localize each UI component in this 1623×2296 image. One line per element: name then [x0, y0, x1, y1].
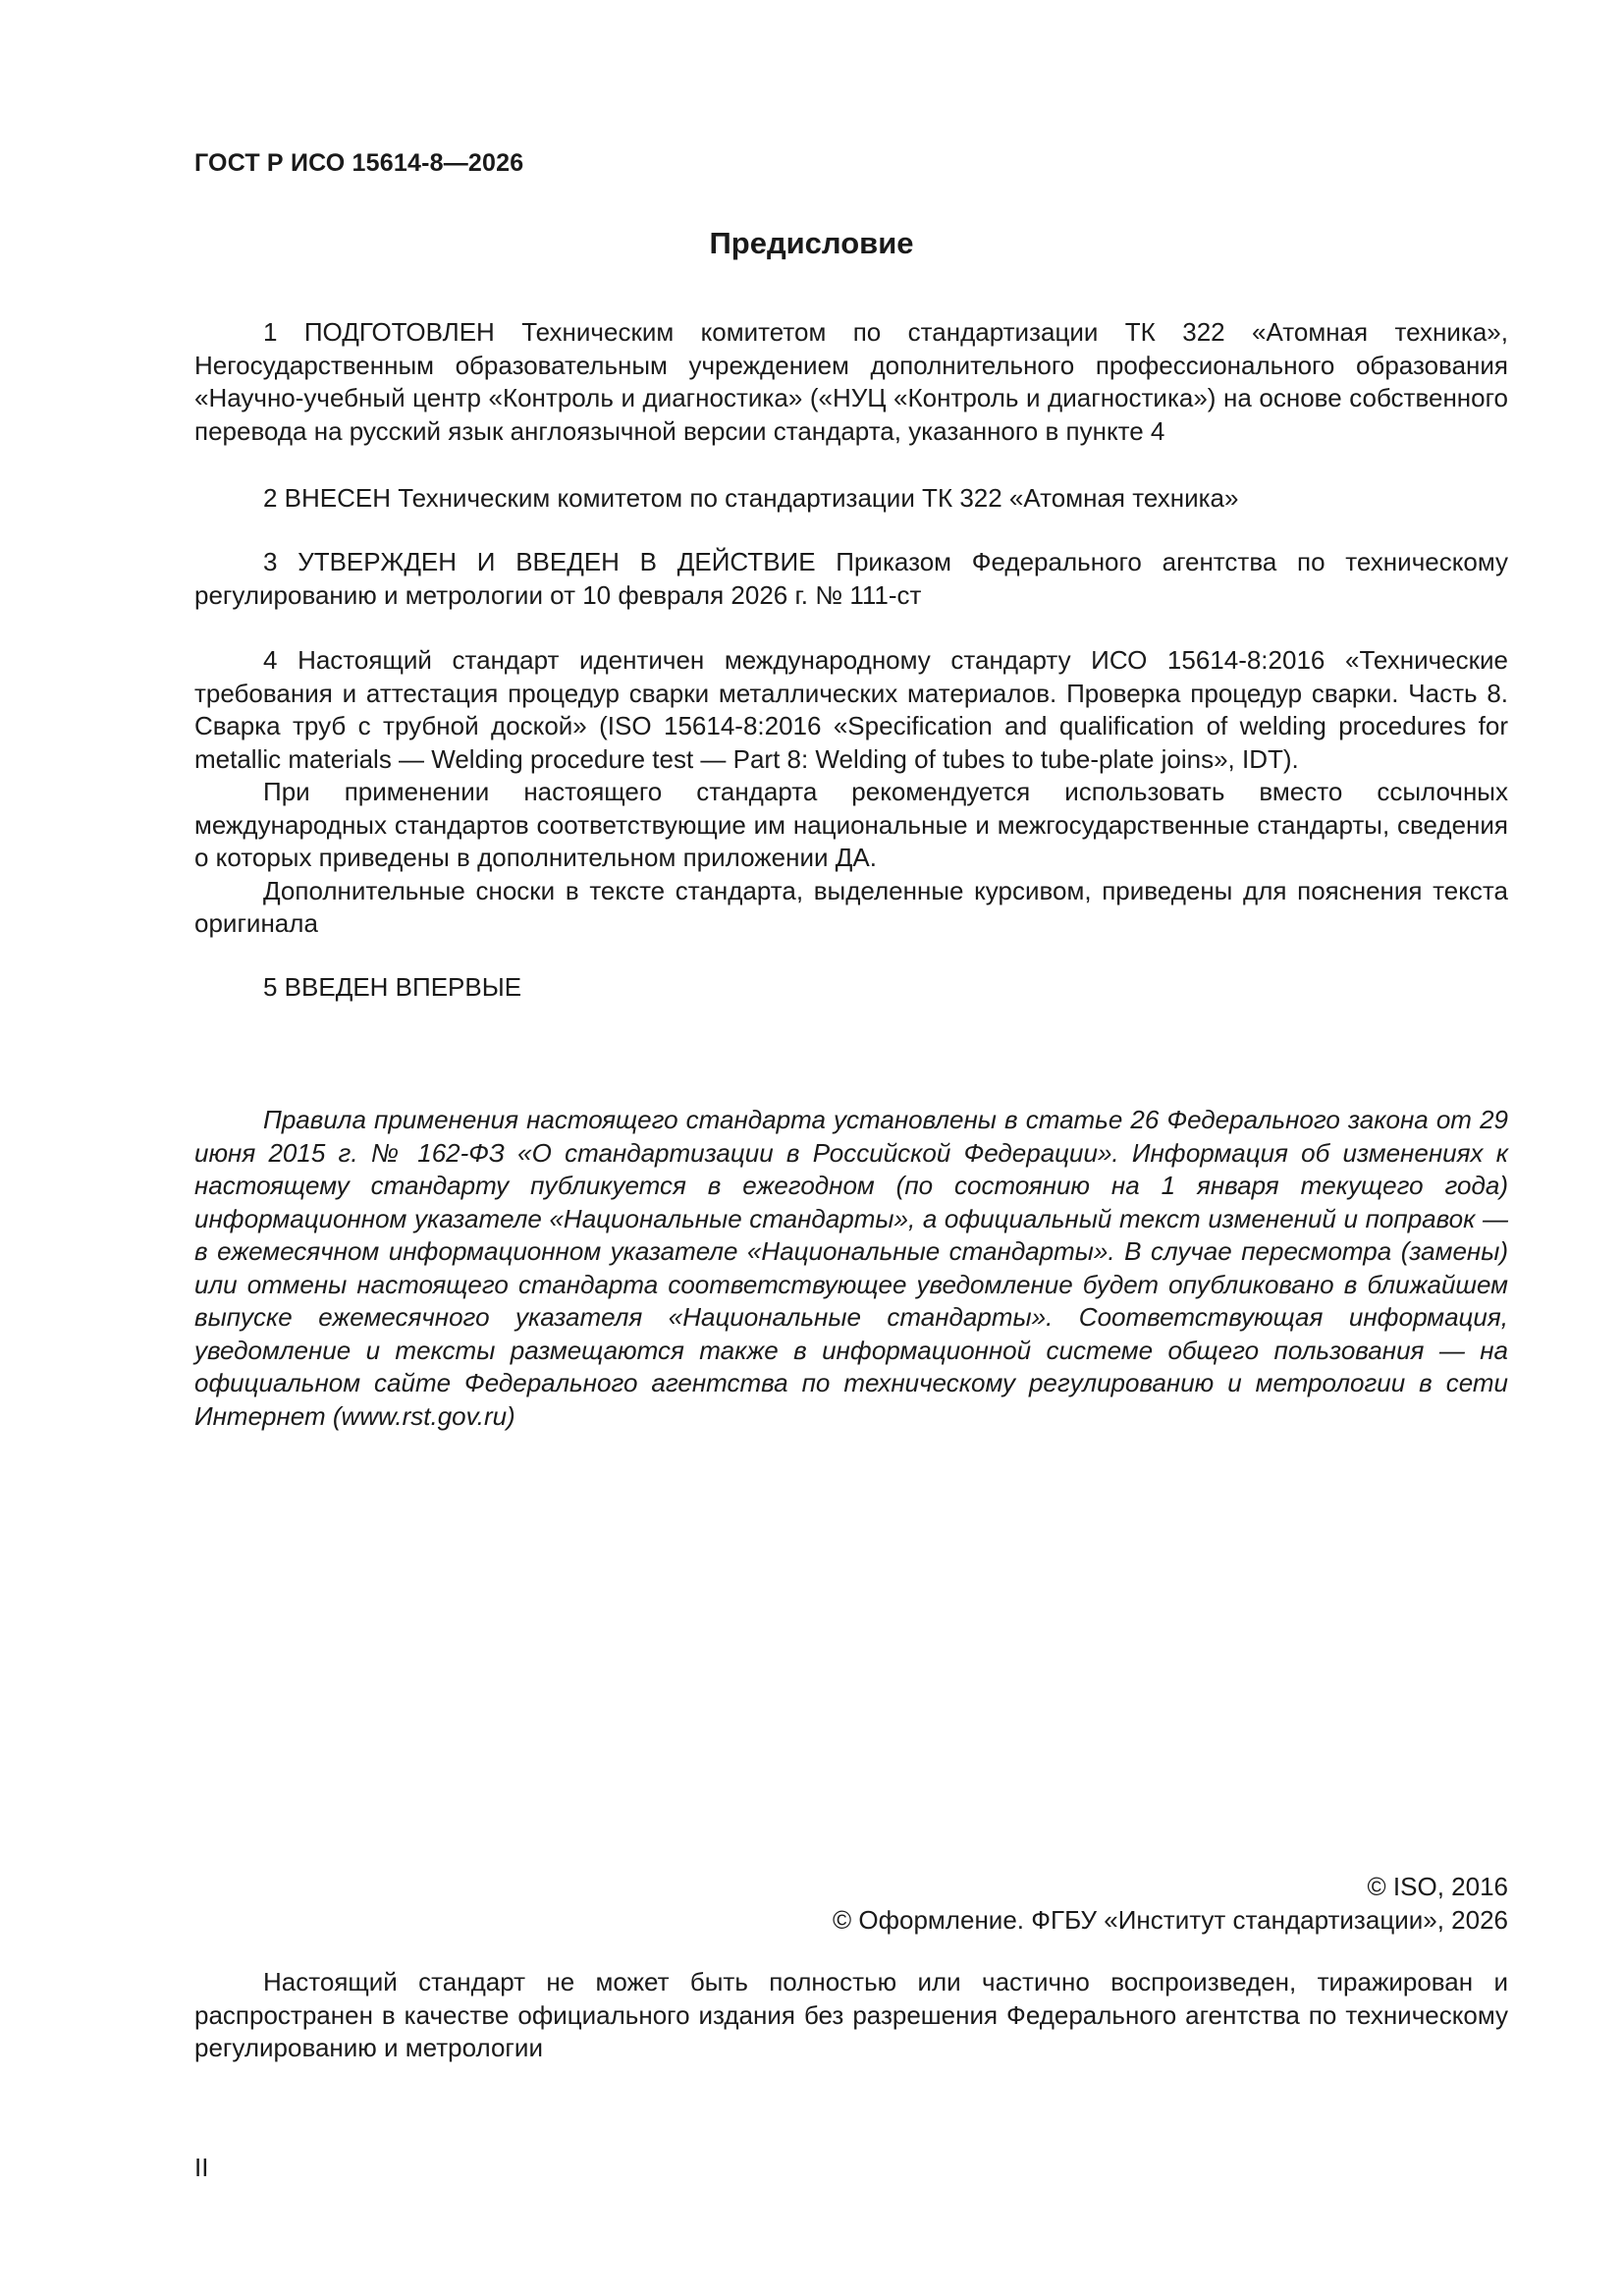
application-rules-text: Правила применения настоящего стандарта установлены в статье 26 Федерального закона от 29 июня 2015 г. № 162-ФЗ «О стандартизации в Российской Федерации». Информация об изменениях к настоящему стандарту публикуется в ежегодном (по состоянию на 1 января текущего года) информационном указателе «Национальные стандарты», а официальный текст изменений и поправок — в ежемесячном информационном указателе «Национальные стандарты». В случае пересмотра (замены) или отмены настоящего стандарта соответствующее уведомление будет опубликовано в ближайшем выпуске ежемесячного указателя «Национальные стандарты». Соответствующая информация, уведомление и тексты размещаются также в информационной системе общего пользования — на официальном сайте Федерального агентства по техническому регулированию и метрологии в сети Интернет (www.rst.gov.ru): [194, 1105, 1508, 1431]
reproduction-notice-text: Настоящий стандарт не может быть полностью или частично воспроизведен, тиражирован и распространен в качестве официального издания без разрешения Федерального агентства по техническому регулированию и метрологии: [194, 1967, 1508, 2062]
foreword-item-5: [194, 971, 1508, 1005]
foreword-item-2-text: 2 ВНЕСЕН Техническим комитетом по стандартизации ТК 322 «Атомная техника»: [263, 483, 1239, 513]
foreword-item-3: [194, 546, 1508, 612]
foreword-item-5-text: 5 ВВЕДЕН ВПЕРВЫЕ: [263, 972, 522, 1002]
foreword-item-2: [194, 482, 1508, 516]
foreword-item-1-text: 1 ПОДГОТОВЛЕН Техническим комитетом по стандартизации ТК 322 «Атомная техника», Негосударственным образовательным учреждением дополнительного профессионального образования «Научно-учебный центр «Контроль и диагностика» («НУЦ «Контроль и диагностика») на основе собственного перевода на русский язык англоязычной версии стандарта, указанного в пункте 4: [194, 317, 1508, 446]
iso-copyright: © ISO, 2016: [1367, 1872, 1508, 1901]
standard-code: ГОСТ Р ИСО 15614-8—2026: [194, 149, 524, 177]
foreword-item-1: [194, 316, 1508, 448]
foreword-item-4-footnotes-note: Дополнительные сноски в тексте стандарта, выделенные курсивом, приведены для пояснения текста оригинала: [194, 875, 1508, 938]
foreword-item-4-text: 4 Настоящий стандарт идентичен международному стандарту ИСО 15614-8:2016 «Технические требования и аттестация процедур сварки металлических материалов. Проверка процедур сварки. Часть 8. Сварка труб с трубной доской» (ISO 15614-8:2016 «Specification and qualification of welding procedures for metallic materials — Welding procedure test — Part 8: Welding of tubes to tube-plate joins», IDT).: [194, 645, 1508, 774]
foreword-title: Предисловие: [709, 226, 914, 260]
foreword-item-4-references-note: При применении настоящего стандарта рекомендуется использовать вместо ссылочных международных стандартов соответствующие им национальные и межгосударственные стандарты, сведения о которых приведены в дополнительном приложении ДА.: [194, 777, 1508, 872]
application-rules-notice: [194, 1104, 1508, 1433]
reproduction-notice: [194, 1966, 1508, 2065]
design-copyright: © Оформление. ФГБУ «Институт стандартизации», 2026: [833, 1905, 1508, 1935]
foreword-item-3-text: 3 УТВЕРЖДЕН И ВВЕДЕН В ДЕЙСТВИЕ Приказом Федерального агентства по техническому регулированию и метрологии от 10 февраля 2026 г. № 111-ст: [194, 547, 1508, 610]
foreword-item-4: [194, 644, 1508, 941]
copyright-block: [833, 1870, 1508, 1937]
page-number: II: [194, 2153, 209, 2182]
